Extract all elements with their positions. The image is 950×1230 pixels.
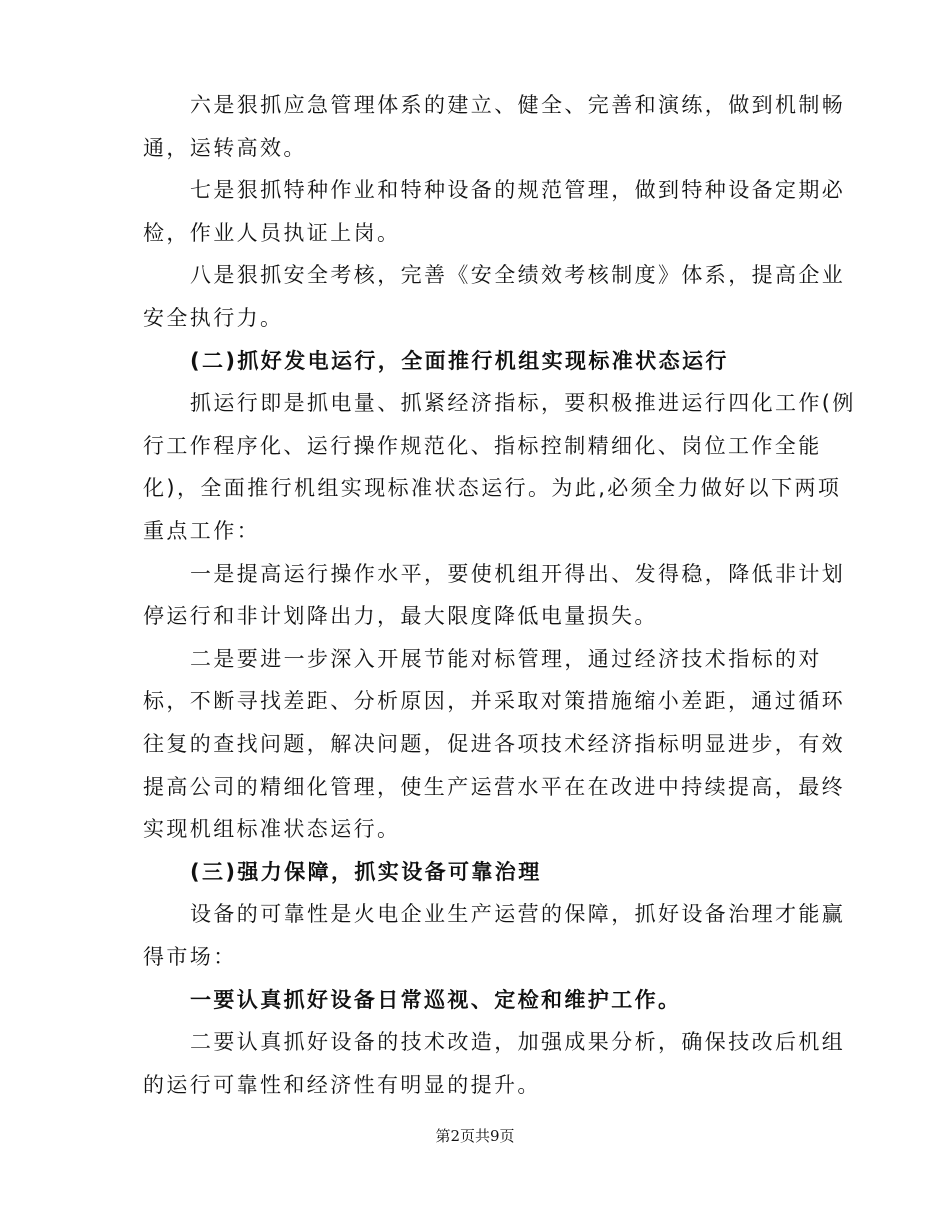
paragraph-line: 停运行和非计划降出力，最大限度降低电量损失。 bbox=[143, 604, 658, 629]
paragraph-first-line: 设备的可靠性是火电企业生产运营的保障，抓好设备治理才能赢 bbox=[190, 902, 846, 927]
paragraph-line: 安全执行力。 bbox=[143, 306, 284, 330]
paragraph-first-line: 二要认真抓好设备的技术改造，加强成果分析，确保技改后机组 bbox=[190, 1030, 846, 1055]
paragraph-line: 得市场： bbox=[143, 945, 237, 969]
paragraph-first-line: (三)强力保障，抓实设备可靠治理 bbox=[190, 859, 542, 884]
paragraph-line: 行工作程序化、运行操作规范化、指标控制精细化、岗位工作全能 bbox=[143, 433, 822, 458]
paragraph-line: 提高公司的精细化管理，使生产运营水平在在改进中持续提高，最终 bbox=[143, 774, 845, 799]
paragraph-first-line: 八是狠抓安全考核，完善《安全绩效考核制度》体系，提高企业 bbox=[190, 263, 846, 288]
paragraph-first-line: 六是狠抓应急管理体系的建立、健全、完善和演练，做到机制畅 bbox=[190, 93, 846, 117]
paragraph-first-line: 七是狠抓特种作业和特种设备的规范管理，做到特种设备定期必 bbox=[190, 178, 846, 203]
paragraph-line: 的运行可靠性和经济性有明显的提升。 bbox=[143, 1072, 541, 1097]
paragraph-line: 化)，全面推行机组实现标准状态运行。为此,必须全力做好以下两项 bbox=[143, 476, 842, 501]
paragraph-line: 检，作业人员执证上岗。 bbox=[143, 220, 401, 245]
paragraph-line: 重点工作： bbox=[143, 519, 260, 543]
paragraph-first-line: 一要认真抓好设备日常巡视、定检和维护工作。 bbox=[190, 987, 682, 1012]
paragraph-first-line: (二)抓好发电运行，全面推行机组实现标准状态运行 bbox=[190, 348, 729, 373]
page-footer: 第2页共9页 bbox=[435, 1127, 515, 1145]
paragraph-first-line: 抓运行即是抓电量、抓紧经济指标，要积极推进运行四化工作(例 bbox=[190, 391, 856, 416]
paragraph-line: 通，运转高效。 bbox=[143, 135, 307, 160]
paragraph-first-line: 二是要进一步深入开展节能对标管理，通过经济技术指标的对 bbox=[190, 646, 822, 671]
paragraph-line: 实现机组标准状态运行。 bbox=[143, 817, 401, 842]
paragraph-first-line: 一是提高运行操作水平，要使机组开得出、发得稳，降低非计划 bbox=[190, 561, 846, 586]
paragraph-line: 标，不断寻找差距、分析原因，并采取对策措施缩小差距，通过循环 bbox=[143, 689, 845, 714]
paragraph-line: 往复的查找问题，解决问题，促进各项技术经济指标明显进步，有效 bbox=[143, 732, 845, 756]
